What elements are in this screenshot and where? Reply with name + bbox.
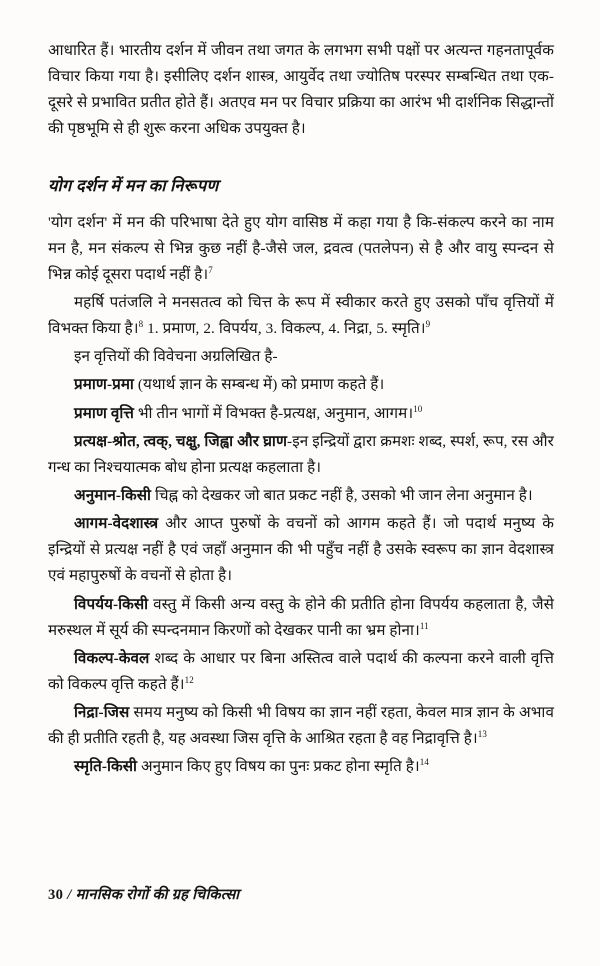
footnote-marker: 9	[425, 319, 431, 330]
paragraph-praman-2	[48, 401, 554, 427]
footnote-marker: 7	[208, 264, 213, 275]
paragraph-text: -इन इन्द्रियों द्वारा क्रमशः शब्द, स्पर्श, रूप, रस और गन्ध का निश्चयात्मक बोध होना प्रत्यक्ष कहलाता है।	[48, 432, 554, 476]
paragraph-text: चिह्न को देखकर जो बात प्रकट नहीं है, उसको भी जान लेना अनुमान है।	[151, 486, 533, 504]
term-label: विपर्यय-किसी	[74, 595, 149, 613]
term-label: प्रत्यक्ष-श्रोत, त्वक्, चक्षु, जिह्वा और घ्राण	[74, 432, 288, 450]
paragraph-text-continued: 1. प्रमाण, 2. विपर्यय, 3. विकल्प, 4. निद्रा, 5. स्मृति।	[143, 320, 426, 338]
paragraph-vritti-intro: इन वृत्तियों की विवेचना अग्रलिखित है-	[74, 348, 278, 366]
paragraph-aagam	[48, 511, 554, 589]
footnote-marker: 8	[138, 319, 144, 330]
term-label: अनुमान-किसी	[74, 486, 152, 504]
term-label: प्रमाण-प्रमा	[74, 376, 134, 394]
paragraph-text: महर्षि पतंजलि ने मनसतत्व को चित्त के रूप में स्वीकार करते हुए उसको पाँच वृत्तियों में विभक्त किया है।	[48, 293, 554, 338]
paragraph-patanjali-vrittis	[48, 290, 554, 342]
paragraph-text: वस्तु में किसी अन्य वस्तु के होने की प्रतीति होना विपर्यय कहलाता है, जैसे मरुस्थल में सूर्य की स्पन्दनमान किरणों को देखकर पानी का भ्रम होना।	[48, 595, 554, 639]
paragraph-text: 'योग दर्शन' में मन की परिभाषा देते हुए योग वासिष्ठ में कहा गया है कि-संकल्प करने का नाम मन है, मन संकल्प से भिन्न कुछ नहीं है-जैसे जल, द्रवत्व (पतलेपन) से है और वायु स्पन्दन से भिन्न कोई दूसरा पदार्थ नहीं है।	[48, 213, 554, 283]
paragraph-anuman	[48, 483, 554, 509]
paragraph-yoga-definition	[48, 210, 554, 288]
book-title: मानसिक रोगों की ग्रह चिकित्सा	[75, 887, 240, 903]
paragraph-text: समय मनुष्य को किसी भी विषय का ज्ञान नहीं रहता, केवल मात्र ज्ञान के अभाव की ही प्रतीति रहती है, यह अवस्था जिस वृत्ति के आश्रित रहता है वह निद्रावृत्ति है।	[48, 704, 554, 748]
footnote-marker: 10	[413, 403, 423, 414]
footnote-marker: 13	[477, 729, 487, 740]
term-label: विकल्प-केवल	[74, 649, 150, 667]
page-footer	[48, 884, 554, 904]
footnote-marker: 12	[184, 674, 194, 685]
footnote-marker: 11	[419, 620, 429, 631]
paragraph-nidra	[48, 700, 554, 752]
paragraph-smriti	[48, 754, 554, 780]
term-label: स्मृति-किसी	[74, 758, 138, 776]
footer-separator: /	[67, 887, 72, 903]
page-content	[48, 38, 554, 781]
term-label: प्रमाण वृत्ति	[74, 404, 134, 422]
paragraph-text: और आप्त पुरुषों के वचनों को आगम कहते हैं। जो पदार्थ मनुष्य के इन्द्रियों से प्रत्यक्ष नहीं है एवं जहाँ अनुमान की भी पहुँच नहीं है उसके स्वरूप का ज्ञान वेदशास्त्र एवं महापुरुषों के वचनों से होता है।	[48, 515, 554, 585]
paragraph-vikalp	[48, 646, 554, 698]
term-label: निद्रा-जिस	[74, 704, 130, 722]
term-label: आगम-वेदशास्त्र	[74, 515, 159, 533]
paragraph-text: शब्द के आधार पर बिना अस्तित्व वाले पदार्थ की कल्पना करने वाली वृत्ति को विकल्प वृत्ति कहते हैं।	[48, 649, 554, 693]
paragraph-text: (यथार्थ ज्ञान के सम्बन्ध में) को प्रमाण कहते हैं।	[133, 376, 385, 394]
paragraph-praman-1	[48, 372, 554, 398]
section-heading: योग दर्शन में मन का निरूपण	[48, 175, 219, 195]
page-number: 30	[48, 887, 64, 903]
paragraph-text: अनुमान किए हुए विषय का पुनः प्रकट होना स्मृति है।	[137, 758, 420, 776]
paragraph-pratyaksha	[48, 429, 554, 481]
footnote-marker: 14	[419, 757, 429, 768]
paragraph-continuation: आधारित हैं। भारतीय दर्शन में जीवन तथा जगत के लगभग सभी पक्षों पर अत्यन्त गहनतापूर्वक विचार किया गया है। इसीलिए दर्शन शास्त्र, आयुर्वेद तथा ज्योतिष परस्पर सम्बन्धित तथा एक-दूसरे से प्रभावित प्रतीत होते हैं। अतएव मन पर विचार प्रक्रिया का आरंभ भी दार्शनिक सिद्धान्तों की पृष्ठभूमि से ही शुरू करना अधिक उपयुक्त है।	[48, 42, 554, 138]
paragraph-text: भी तीन भागों में विभक्त है-प्रत्यक्ष, अनुमान, आगम।	[133, 404, 414, 422]
paragraph-viparyay	[48, 592, 554, 644]
